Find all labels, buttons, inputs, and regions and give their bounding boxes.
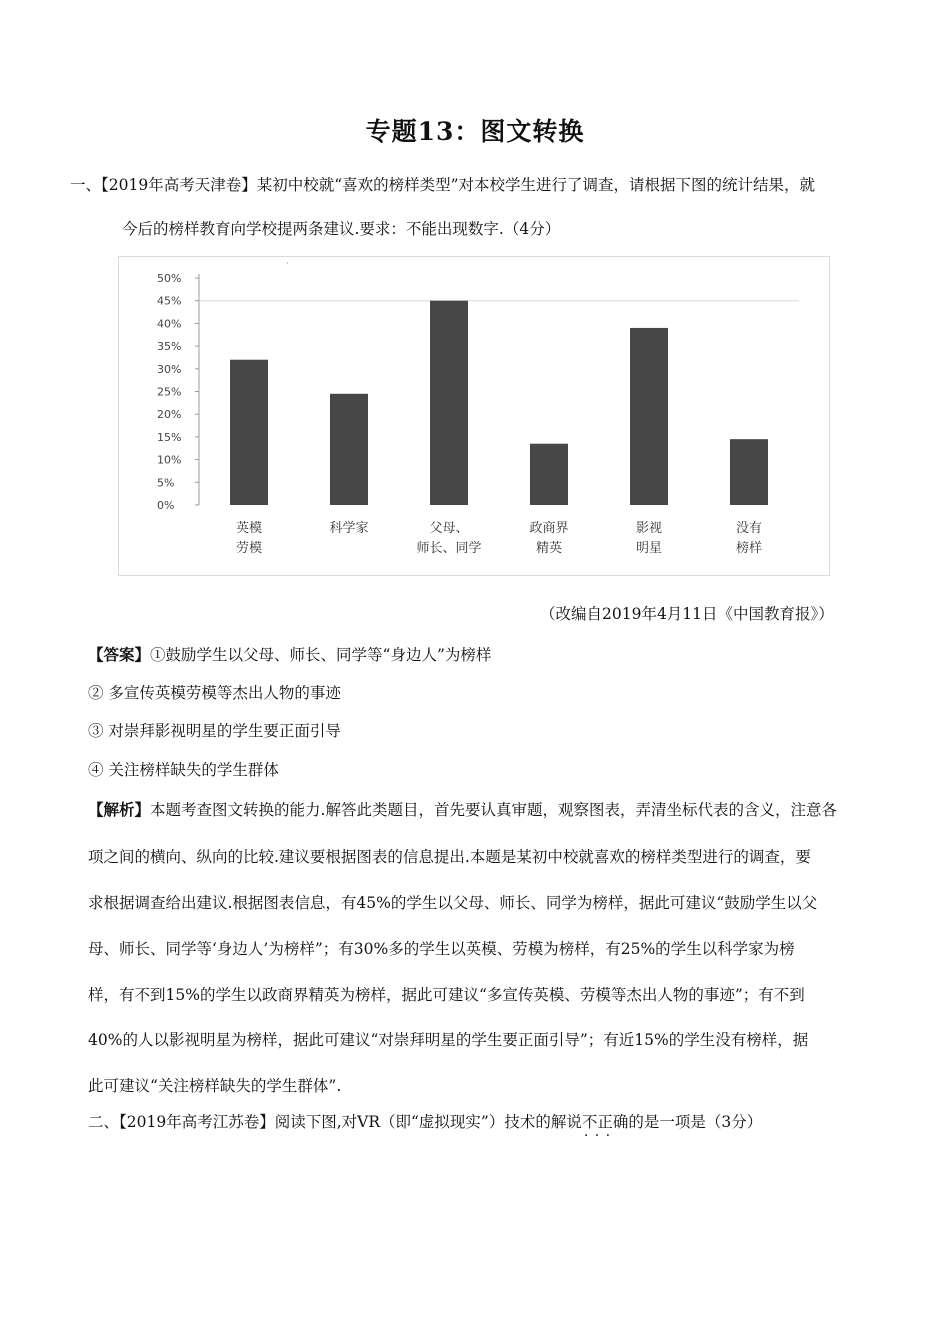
analysis-line-6: 40%的人以影视明星为榜样，据此可建议“对崇拜明星的学生要正面引导”；有近15%的学生没有榜样，据 [88,1031,809,1049]
chart-source: （改编自2019年4月11日《中国教育报》） [540,605,834,623]
y-tick-label: 25% [157,385,182,399]
x-tick-label: 劳模 [235,541,263,556]
y-tick-label: 30% [157,362,182,376]
x-tick-label: 明星 [635,541,663,556]
bar [730,439,768,505]
y-tick-label: 10% [157,453,182,467]
x-tick-label: 科学家 [329,521,369,536]
x-tick-label: 父母、 [429,521,469,536]
x-tick-label: 没有 [735,521,763,536]
y-tick-label: 5% [157,476,175,490]
page-title: 专题13：图文转换 [365,117,585,146]
analysis-line-2: 项之间的横向、纵向的比较.建议要根据图表的信息提出.本题是某初中校就喜欢的榜样类型进行的调查，要 [88,848,811,866]
y-tick-label: 35% [157,340,182,354]
analysis-text-1: 本题考查图文转换的能力.解答此类题目，首先要认真审题，观察图表，弄清坐标代表的含义，注意各 [150,801,837,819]
bar [530,444,568,505]
y-tick-label: 45% [157,294,182,308]
y-tick-label: 0% [157,499,175,512]
bar-chart [118,256,830,576]
x-tick-label: 师长、同学 [416,541,482,556]
question-1-line-2: 今后的榜样教育向学校提两条建议.要求：不能出现数字.（4分） [122,220,561,238]
x-tick-label: 榜样 [735,541,763,556]
y-tick-label: 50% [157,272,182,285]
question-2-line [88,1112,762,1132]
question-2-emphasis: 不正确 · · · [582,1113,629,1131]
y-tick-label: 40% [157,317,182,331]
answer-item-4: ④ 关注榜样缺失的学生群体 [88,761,279,779]
answer-item-2: ② 多宣传英模劳模等杰出人物的事迹 [88,684,341,702]
answer-item-1: ①鼓励学生以父母、师长、同学等“身边人”为榜样 [150,646,492,664]
analysis-line-1 [88,800,837,820]
answer-item-3: ③ 对崇拜影视明星的学生要正面引导 [88,722,341,740]
y-tick-label: 15% [157,430,182,444]
y-tick-label: 20% [157,408,182,422]
bar [230,360,268,505]
analysis-tag: 【解析】 [88,800,151,819]
bar [430,301,468,505]
question-2-prefix: 二、【2019年高考江苏卷】阅读下图,对VR（即“虚拟现实”）技术的解说 [88,1113,582,1131]
analysis-line-5: 样，有不到15%的学生以政商界精英为榜样，据此可建议“多宣传英模、劳模等杰出人物的事迹”；有不到 [88,986,805,1004]
stray-mark: · [286,259,289,268]
bar [630,328,668,505]
x-tick-label: 精英 [535,541,563,556]
analysis-line-4: 母、师长、同学等‘身边人’为榜样”；有30%多的学生以英模、劳模为榜样，有25%的学生以科学家为榜 [88,940,795,958]
analysis-line-7: 此可建议“关注榜样缺失的学生群体”. [88,1077,342,1095]
bar-chart-svg [119,257,831,577]
analysis-line-3: 求根据调查给出建议.根据图表信息，有45%的学生以父母、师长、同学为榜样，据此可建议“鼓励学生以父 [88,894,818,912]
answer-tag: 【答案】 [88,645,151,664]
bar [330,394,368,505]
x-tick-label: 英模 [235,521,263,536]
question-1-line-1: 一、【2019年高考天津卷】某初中校就“喜欢的榜样类型”对本校学生进行了调查，请根据下图的统计结果，就 [70,176,816,194]
answer-line-1 [88,645,491,665]
question-2-suffix: 的是一项是（3分） [628,1113,763,1131]
x-tick-label: 影视 [635,521,663,536]
x-tick-label: 政商界 [529,521,569,536]
